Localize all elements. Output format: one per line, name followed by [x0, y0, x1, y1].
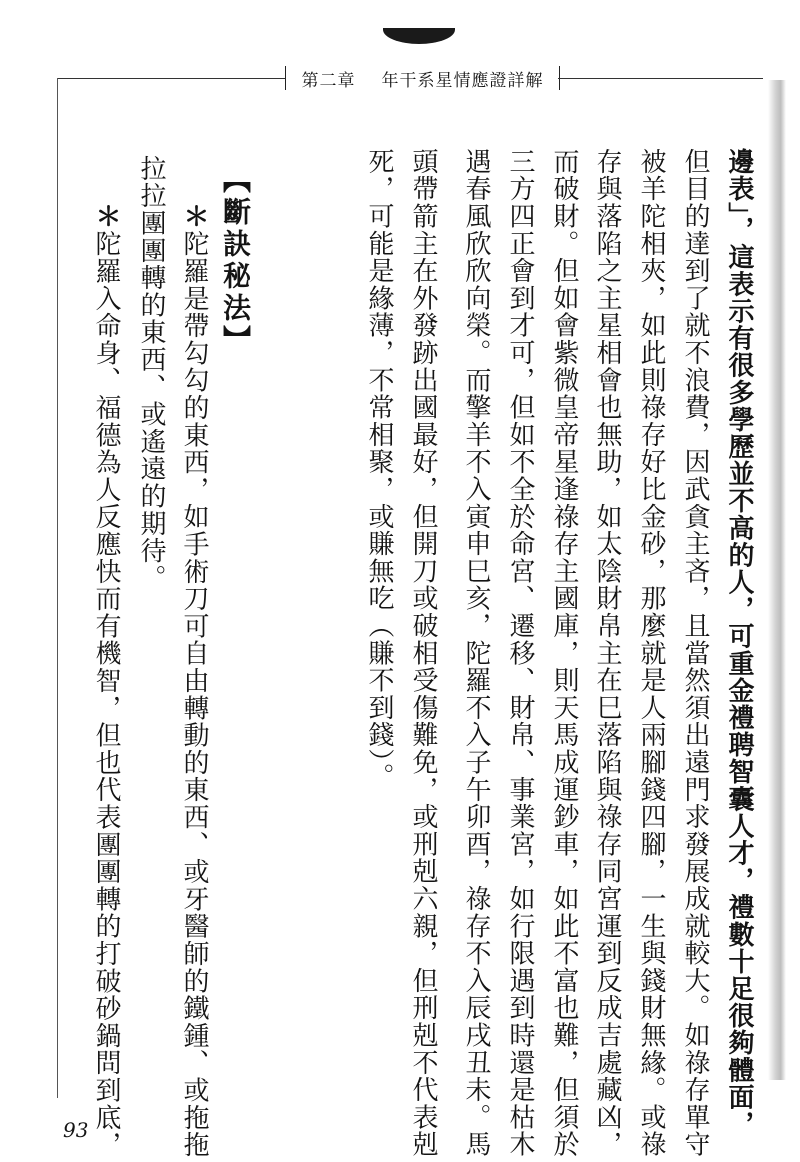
header-rule-right [558, 78, 763, 79]
body-column-2: 但目的達到了就不浪費，因武貪主吝，且當然須出遠門求發展成就較大。如祿存單守 [680, 148, 710, 1159]
ink-blot-decoration [383, 28, 455, 44]
bullet-text: 陀羅是帶勾勾的東西，如手術刀可自由轉動的東西、或牙醫師的鐵鍾、或拖拖 [179, 230, 209, 1159]
chapter-title: 年干系星情應證詳解 [381, 70, 544, 91]
body-column-8: 頭帶箭主在外發跡出國最好，但開刀或破相受傷難免，或刑剋六親，但刑剋不代表剋 [408, 148, 438, 1159]
page-number: 93 [63, 1118, 89, 1142]
body-column-9: 死，可能是緣薄，不常相聚，或賺無吃（賺不到錢）。 [364, 148, 394, 791]
body-column-3: 被羊陀相夾，如此則祿存好比金砂，那麼就是人兩腳錢四腳，一生與錢財無緣。或祿 [636, 148, 666, 1159]
section-heading: 【斷訣秘法】 [219, 165, 252, 357]
bullet-star: ＊ [179, 203, 209, 231]
body-column-1: 邊表」，這表示有很多學歷並不高的人，可重金禮聘智囊人才，禮數十足很夠體面， [724, 148, 754, 1138]
margin-rule [57, 78, 58, 1098]
bullet-text: 拉拉團團轉的東西、或遙遠的期待。 [136, 155, 166, 592]
running-header [285, 66, 560, 90]
body-column-7: 遇春風欣欣向榮。而擎羊不入寅申巳亥，陀羅不入子午卯酉，祿存不入辰戌丑未。馬 [461, 148, 491, 1159]
chapter-label: 第二章 [301, 70, 356, 91]
bullet-item-1-continued [138, 155, 164, 592]
body-column-6: 三方四正會到才可，但如不全於命宮、遷移、財帛、事業宮，如行限遇到時還是枯木 [505, 148, 535, 1159]
page-edge-shadow [768, 80, 786, 1080]
bullet-item-2 [93, 203, 119, 1159]
bullet-item-1 [181, 203, 207, 1159]
header-rule-left [57, 78, 285, 79]
body-column-4: 存與落陷之主星相會也無助，如太陰財帛主在巳落陷與祿存同宮運到反成吉處藏凶， [592, 148, 622, 1159]
bullet-star: ＊ [91, 203, 121, 231]
bullet-text: 陀羅入命身、福德為人反應快而有機智，但也代表團團轉的打破砂鍋問到底， [91, 230, 121, 1159]
body-column-5: 而破財。但如會紫微皇帝星逢祿存主國庫，則天馬成運鈔車，如此不富也難，但須於 [549, 148, 579, 1159]
